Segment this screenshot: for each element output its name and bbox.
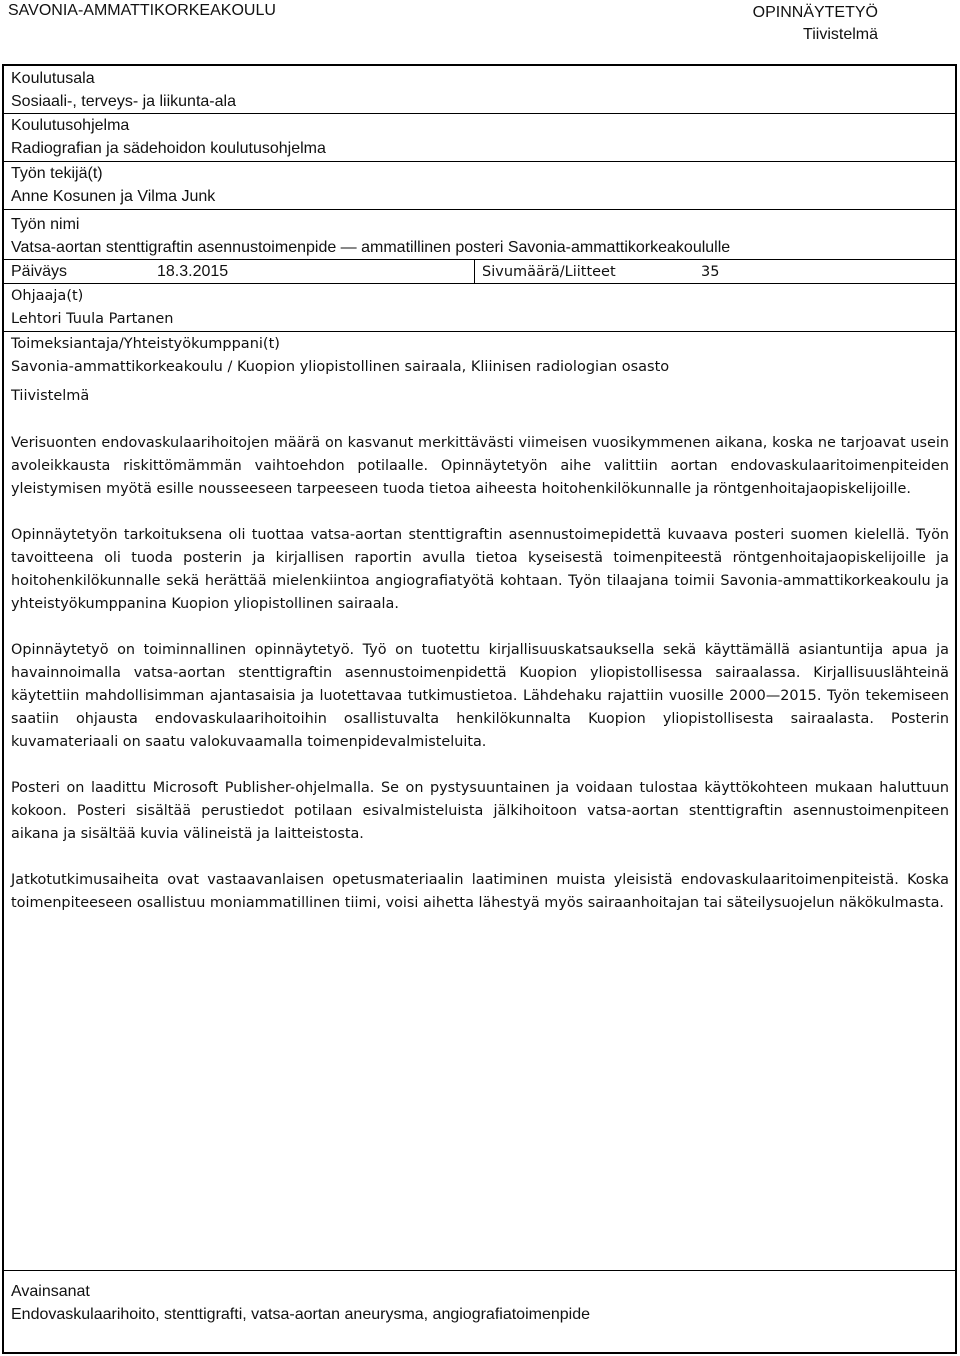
abstract-heading: Tiivistelmä bbox=[11, 388, 90, 404]
pages-value: 35 bbox=[701, 264, 720, 280]
field-of-study-label: Koulutusala bbox=[11, 70, 95, 87]
thesis-title-value: Vatsa-aortan stenttigraftin asennustoimenpide — ammatillinen posteri Savonia-ammattikorkeakoululle bbox=[11, 239, 731, 256]
document-type: OPINNÄYTETYÖ bbox=[752, 4, 878, 21]
commissioner-label: Toimeksiantaja/Yhteistyökumppani(t) bbox=[11, 336, 280, 352]
supervisor-value: Lehtori Tuula Partanen bbox=[11, 311, 174, 327]
pages-label: Sivumäärä/Liitteet bbox=[482, 264, 616, 280]
date-value: 18.3.2015 bbox=[157, 263, 229, 280]
abstract-body bbox=[11, 432, 949, 938]
thesis-title-section bbox=[4, 210, 955, 260]
supervisor-section bbox=[4, 284, 955, 332]
authors-value: Anne Kosunen ja Vilma Junk bbox=[11, 188, 216, 205]
supervisor-label: Ohjaaja(t) bbox=[11, 288, 84, 304]
field-of-study-section bbox=[4, 66, 955, 114]
authors-section bbox=[4, 162, 955, 210]
school-name: SAVONIA-AMMATTIKORKEAKOULU bbox=[8, 2, 276, 19]
abstract-paragraph: Posteri on laadittu Microsoft Publisher-ohjelmalla. Se on pystysuuntainen ja voidaan tulostaa käyttökohteen mukaan haluttuun kokoon. Posteri sisältää perustiedot potilaan esivalmisteluista jälkihoitoon vatsa-aortan stenttigraftin asennustoimenpiteen aikana ja sisältää kuvia välineistä ja laitteistosta. bbox=[11, 780, 949, 842]
authors-label: Työn tekijä(t) bbox=[11, 165, 103, 182]
abstract-paragraph: Opinnäytetyö on toiminnallinen opinnäytetyö. Työ on tuotettu kirjallisuuskatsauksella sekä käyttämällä asiantuntija apua ja havainnoimalla vatsa-aortan stenttigraftin asennustoimenpidettä Kuopion yliopistollisessa sairaalassa. Kirjallisuuslähteinä käytettiin mahdollisimman ajantasaisia ja luotettavaa tutkimustietoa. Lähdehaku rajattiin vuosille 2000—2015. Työn tekemiseen saatiin ohjausta endovaskulaarihoitoihin osallistuvalta henkilökunnalta Kuopion yliopistollisesta sairaalasta. Posterin kuvamateriaali on saatu valokuvaamalla toimenpidevalmisteluita. bbox=[11, 642, 949, 750]
document-type-header bbox=[753, 2, 878, 46]
date-pages-section bbox=[4, 260, 955, 284]
degree-programme-section bbox=[4, 114, 955, 162]
thesis-title-label: Työn nimi bbox=[11, 216, 80, 233]
abstract-paragraph: Jatkotutkimusaiheita ovat vastaavanlaisen opetusmateriaalin laatiminen muista yleisistä endovaskulaaritoimenpiteistä. Koska toimenpiteeseen osallistuu moniammatillinen tiimi, voisi aihetta lähestyä myös sairaanhoitajan tai säteilysuojelun näkökulmasta. bbox=[11, 872, 949, 911]
keywords-value: Endovaskulaarihoito, stenttigrafti, vatsa-aortan aneurysma, angiografiatoimenpide bbox=[11, 1306, 590, 1323]
keywords-section bbox=[4, 1270, 955, 1323]
document-subtype: Tiivistelmä bbox=[803, 26, 878, 43]
commissioner-value: Savonia-ammattikorkeakoulu / Kuopion yliopistollinen sairaala, Kliinisen radiologian osasto bbox=[11, 359, 670, 375]
degree-programme-label: Koulutusohjelma bbox=[11, 117, 130, 134]
abstract-paragraph: Opinnäytetyön tarkoituksena oli tuottaa vatsa-aortan stenttigraftin asennustoimepidettä kuvaava posteri suomen kielellä. Työn tavoitteena oli tuoda posterin ja kirjallisen raportin avulla tietoa kyseisestä toimenpiteestä röntgenhoitajaopiskelijoille ja hoitohenkilökunnalle sekä herättää mielenkiintoa angiografiatyötä kohtaan. Työn tilaajana toimii Savonia-ammattikorkeakoulu ja yhteistyökumppanina Kuopion yliopistollinen sairaala. bbox=[11, 527, 949, 612]
abstract-paragraph: Verisuonten endovaskulaarihoitojen määrä on kasvanut merkittävästi viimeisen vuosikymmenen aikana, koska ne tarjoavat usein avoleikkausta riskittömämmän vaihtoehdon potilaalle. Opinnäytetyön aihe valittiin aortan endovaskulaaritoimenpiteiden yleistymisen myötä esille nousseeseen tarpeeseen tuoda tietoa aiheesta hoitohenkilökunnalle ja röntgenhoitajaopiskelijoille. bbox=[11, 435, 949, 497]
keywords-label: Avainsanat bbox=[11, 1283, 90, 1300]
commissioner-section bbox=[4, 332, 955, 382]
thesis-abstract-form bbox=[2, 64, 957, 1354]
field-of-study-value: Sosiaali-, terveys- ja liikunta-ala bbox=[11, 93, 236, 110]
date-label: Päiväys bbox=[11, 263, 68, 280]
date-pages-divider bbox=[474, 260, 475, 284]
degree-programme-value: Radiografian ja sädehoidon koulutusohjelma bbox=[11, 140, 326, 157]
